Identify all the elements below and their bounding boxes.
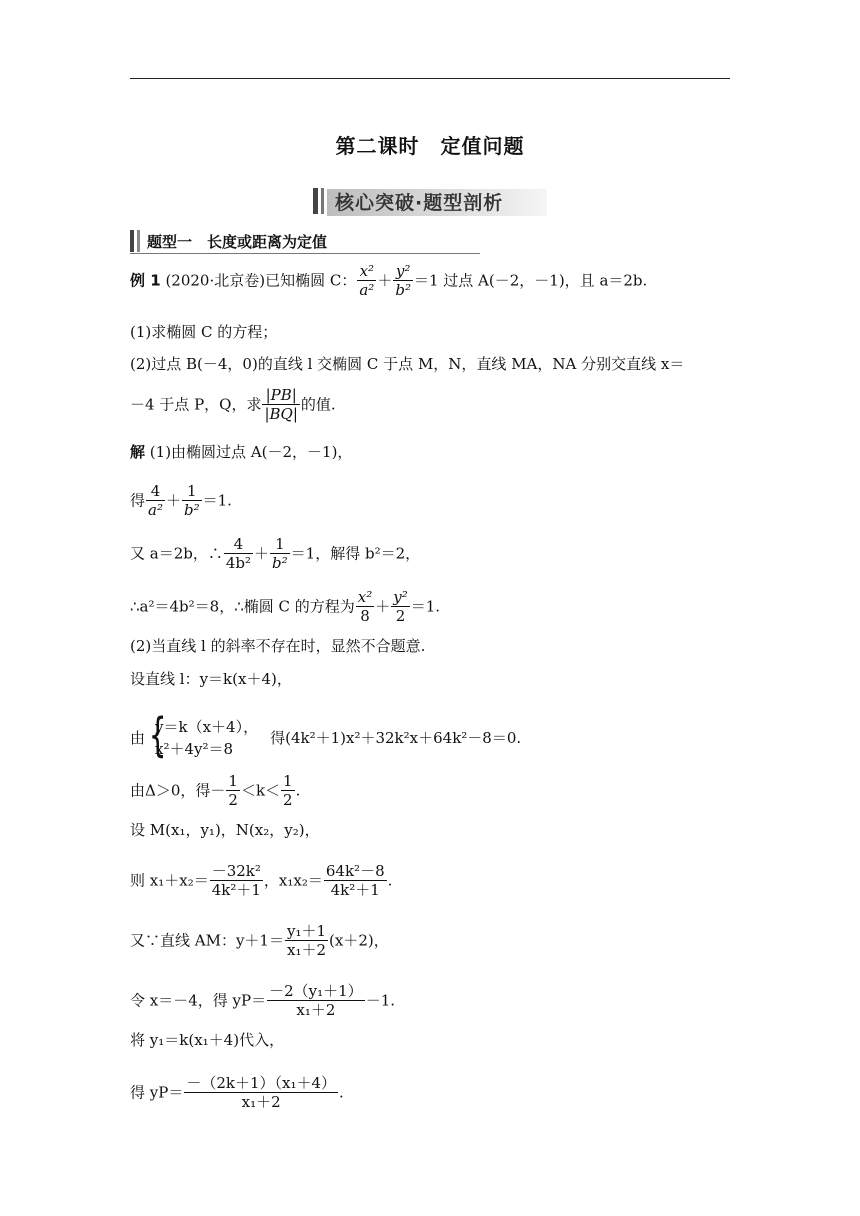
fraction: $\frac{\text{y²}}{2}$ xyxy=(393,588,408,625)
example-condition: ＝1 过点 A(－2，－1)，且 a＝2b. xyxy=(413,271,648,290)
solution-line-9: 设 M(x₁，y₁)，N(x₂，y₂)， xyxy=(130,821,320,839)
left-brace: { xyxy=(148,708,167,762)
example-label: 例 1 xyxy=(130,271,161,290)
example-statement: 例 1 (2020·北京卷)已知椭圆 C： $\frac{\text{x²}}{\text{a²}}$ ＋ $\frac{\text{y²}}{\text{b²}}$ ＝1 过点 A(－2，－1)，且 a＝2b. xyxy=(130,262,648,299)
fraction: $\frac{1}{2}$ xyxy=(283,772,293,809)
section-bar xyxy=(130,230,134,252)
solution-line-4: ∴a²＝4b²＝8，∴椭圆 C 的方程为 $\frac{\text{x²}}{8}$ ＋ $\frac{\text{y²}}{2}$ ＝1. xyxy=(130,588,441,625)
question-1: (1)求椭圆 C 的方程； xyxy=(130,323,278,341)
fraction: $\frac{1}{\text{b²}}$ xyxy=(184,482,200,519)
solution-line-10: 则 x₁＋x₂＝ $\frac{\text{－32k²}}{\text{4k²＋1}}$ ，x₁x₂＝ $\frac{\text{64k²－8}}{\text{4k²＋1}}$ . xyxy=(130,862,393,899)
example-source: (2020·北京卷) xyxy=(165,271,266,290)
section-title: 题型一 长度或距离为定值 xyxy=(147,233,328,251)
banner-text: 核心突破·题型剖析 xyxy=(335,192,504,214)
solution-line-7: 由 { y＝k（x＋4）， x²＋4y²＝8 得(4k²＋1)x²＋32k²x＋64k²－8＝0. xyxy=(130,708,522,762)
example-intro: 已知椭圆 C： xyxy=(265,271,357,290)
question-2-line-1: (2)过点 B(－4，0)的直线 l 交椭圆 C 于点 M，N，直线 MA，NA 分别交直线 x＝ xyxy=(130,355,685,373)
banner-bar xyxy=(313,188,318,214)
fraction: $\frac{1}{2}$ xyxy=(228,772,238,809)
solution-line-5: (2)当直线 l 的斜率不存在时，显然不合题意. xyxy=(130,637,426,655)
solution-line-6: 设直线 l：y＝k(x＋4)， xyxy=(130,670,292,688)
page-title: 第二课时 定值问题 xyxy=(335,134,525,158)
banner-bar xyxy=(321,188,324,214)
question-2-line-2: －4 于点 P，Q，求 $\frac{|PB|}{|BQ|}$ 的值. xyxy=(130,386,336,423)
fraction: $\frac{1}{\text{b²}}$ xyxy=(272,535,288,572)
section-banner xyxy=(313,186,547,216)
fraction: $\frac{4}{\text{a²}}$ xyxy=(148,482,163,519)
section-underline xyxy=(130,253,480,254)
section-bar xyxy=(137,230,140,252)
solution-line-3: 又 a＝2b，∴ $\frac{4}{\text{4b²}}$ ＋ $\frac{1}{\text{b²}}$ ＝1，解得 b²＝2， xyxy=(130,535,421,572)
top-rule xyxy=(130,78,730,79)
fraction: $\frac{|PB|}{|BQ|}$ xyxy=(264,386,298,423)
equation-system: { y＝k（x＋4）， x²＋4y²＝8 xyxy=(148,708,259,762)
fraction: $\frac{\text{－2（y₁＋1）}}{\text{x₁＋2}}$ xyxy=(269,982,363,1019)
fraction: $\frac{\text{x²}}{8}$ xyxy=(357,588,373,625)
fraction: $\frac{\text{64k²－8}}{\text{4k²＋1}}$ xyxy=(325,862,385,899)
solution-label: 解 xyxy=(130,443,146,461)
section-heading xyxy=(130,228,480,254)
solution-line-2: 得 $\frac{4}{\text{a²}}$ ＋ $\frac{1}{\text{b²}}$ ＝1. xyxy=(130,482,232,519)
solution-line-14: 得 yP＝ $\frac{\text{－（2k＋1）（x₁＋4）}}{\text{x₁＋2}}$ . xyxy=(130,1074,344,1111)
fraction: $\frac{\text{x²}}{\text{a²}}$ xyxy=(359,262,375,299)
fraction: $\frac{\text{－32k²}}{\text{4k²＋1}}$ xyxy=(211,862,261,899)
solution-line-13: 将 y₁＝k(x₁＋4)代入， xyxy=(130,1031,285,1049)
solution-line-8: 由Δ＞0，得－ $\frac{1}{2}$ ＜k＜ $\frac{1}{2}$ . xyxy=(130,772,301,809)
solution-line-1: 解 (1)由椭圆过点 A(－2，－1)， xyxy=(130,443,353,461)
solution-line-11: 又∵直线 AM：y＋1＝ $\frac{\text{y₁＋1}}{\text{x₁＋2}}$ (x＋2)， xyxy=(130,922,389,959)
fraction: $\frac{\text{－（2k＋1）（x₁＋4）}}{\text{x₁＋2}}$ xyxy=(186,1074,337,1111)
solution-line-12: 令 x＝－4，得 yP＝ $\frac{\text{－2（y₁＋1）}}{\text{x₁＋2}}$ －1. xyxy=(130,982,395,1019)
fraction: $\frac{\text{y₁＋1}}{\text{x₁＋2}}$ xyxy=(286,922,327,959)
fraction: $\frac{4}{\text{4b²}}$ xyxy=(225,535,252,572)
fraction: $\frac{\text{y²}}{\text{b²}}$ xyxy=(395,262,411,299)
